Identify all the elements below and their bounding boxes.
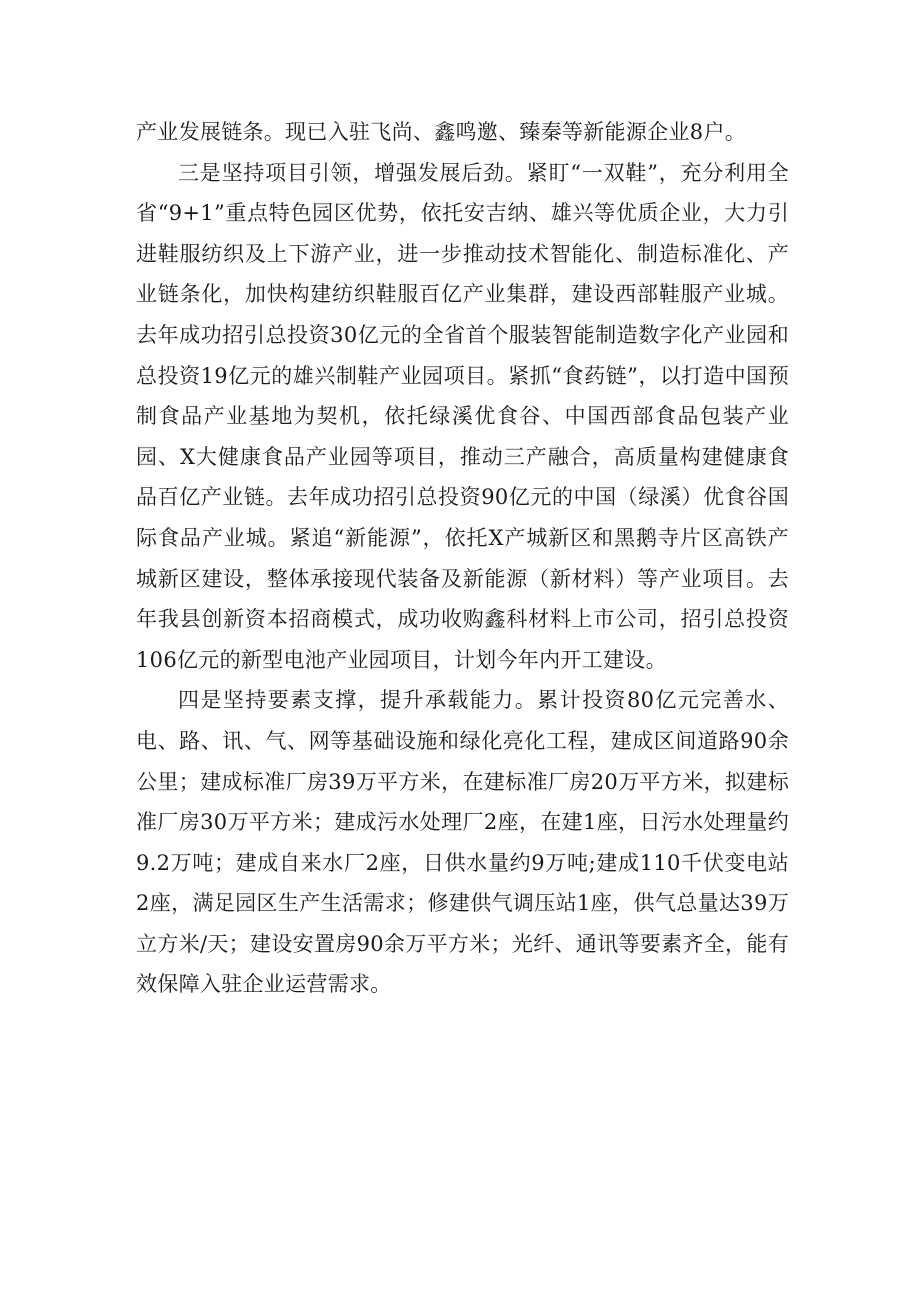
paragraph-project-leadership: 三是坚持项目引领，增强发展后劲。紧盯“一双鞋”，充分利用全省“9+1”重点特色园区优势，依托安吉纳、雄兴等优质企业，大力引进鞋服纺织及上下游产业，进一步推动技术智能化、制造标准化、产业链条化，加快构建纺织鞋服百亿产业集群，建设西部鞋服产业城。去年成功招引总投资30亿元的全省首个服装智能制造数字化产业园和总投资19亿元的雄兴制鞋产业园项目。紧抓“食药链”，以打造中国预制食品产业基地为契机，依托绿溪优食谷、中国西部食品包装产业园、X大健康食品产业园等项目，推动三产融合，高质量构建健康食品百亿产业链。去年成功招引总投资90亿元的中国（绿溪）优食谷国际食品产业城。紧追“新能源”，依托X产城新区和黑鹅寺片区高铁产城新区建设，整体承接现代装备及新能源（新材料）等产业项目。去年我县创新资本招商模式，成功收购鑫科材料上市公司，招引总投资106亿元的新型电池产业园项目，计划今年内开工建设。 xyxy=(136,160,789,672)
paragraph-factor-support: 四是坚持要素支撑，提升承载能力。累计投资80亿元完善水、电、路、讯、气、网等基础设施和绿化亮化工程，建成区间道路90余公里；建成标准厂房39万平方米，在建标准厂房20万平方米，拟建标准厂房30万平方米；建成污水处理厂2座，在建1座，日污水处理量约9.2万吨；建成自来水厂2座，日供水量约9万吨;建成110千伏变电站2座，满足园区生产生活需求；修建供气调压站1座，供气总量达39万立方米/天；建设安置房90余万平方米；光纤、通讯等要素齐全，能有效保障入驻企业运营需求。 xyxy=(136,688,789,997)
paragraph-continuation: 产业发展链条。现已入驻飞尚、鑫鸣邀、臻秦等新能源企业8户。 xyxy=(136,120,747,144)
document-body xyxy=(136,112,789,1005)
